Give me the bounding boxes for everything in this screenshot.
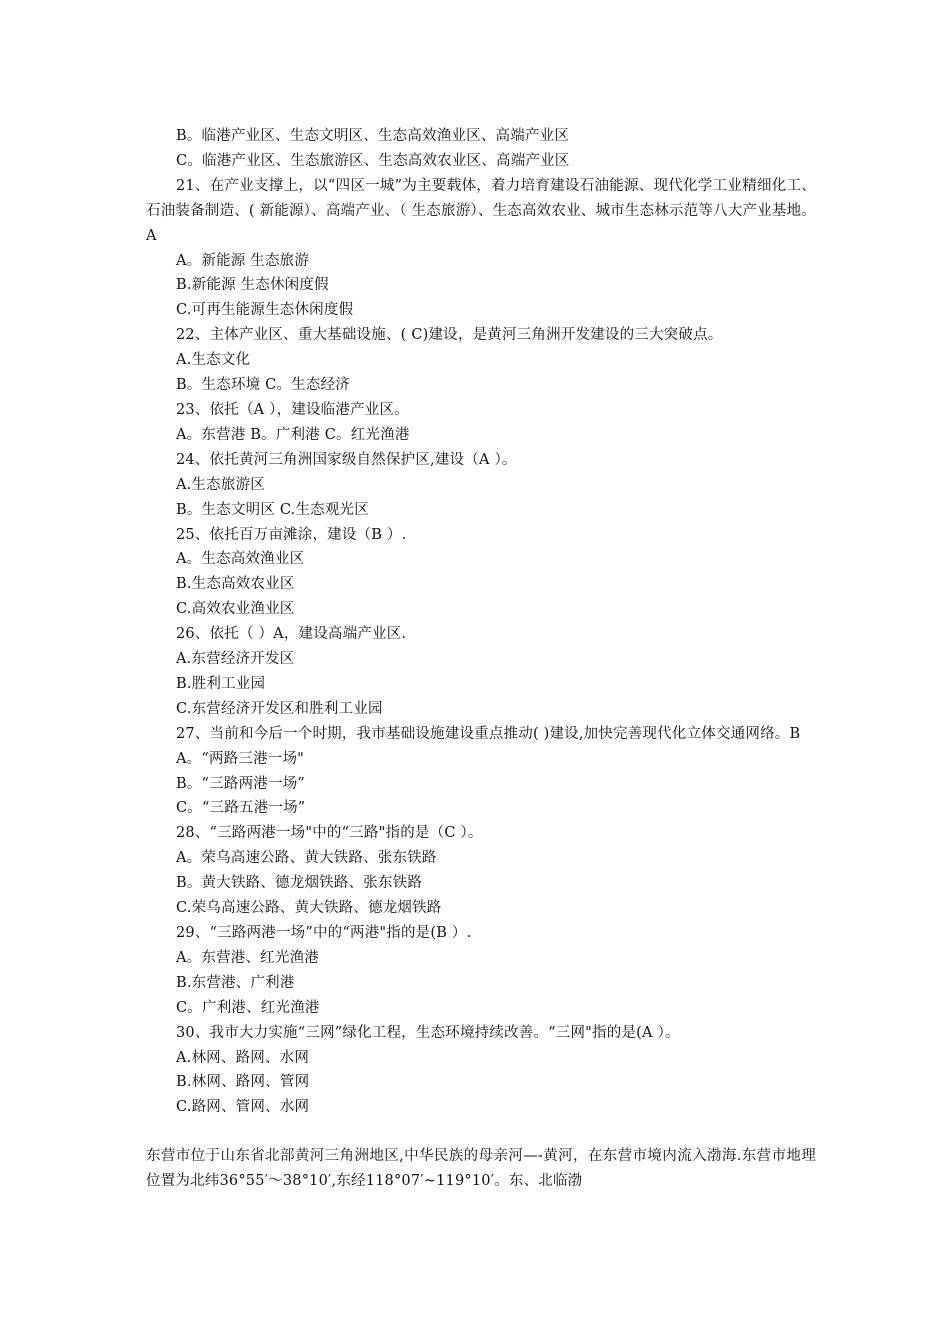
option-line: A.生态文化 <box>176 352 251 369</box>
option-line: A。荣乌高速公路、黄大铁路、张东铁路 <box>176 850 437 867</box>
option-line: B。生态环境 C。生态经济 <box>176 377 350 394</box>
option-line: C。广利港、红光渔港 <box>176 999 320 1016</box>
option-line: A.生态旅游区 <box>176 476 265 493</box>
paragraph-gap <box>146 1120 816 1144</box>
option-line: B。黄大铁路、德龙烟铁路、张东铁路 <box>176 875 423 892</box>
option-line: A。“两路三港一场" <box>176 750 305 767</box>
question-line: 25、依托百万亩滩涂，建设（B ）. <box>176 526 407 543</box>
option-line: C.路网、管网、水网 <box>176 1099 310 1116</box>
option-line: C.东营经济开发区和胜利工业园 <box>176 700 383 717</box>
option-line: B。临港产业区、生态文明区、生态高效渔业区、高端产业区 <box>176 128 570 144</box>
option-line: B。生态文明区 C.生态观光区 <box>176 501 369 518</box>
option-line: A.东营经济开发区 <box>176 651 295 668</box>
question-line: 30、我市大力实施“三网”绿化工程，生态环境持续改善。“三网"指的是(A ）。 <box>176 1024 680 1041</box>
option-line: B.新能源 生态休闲度假 <box>176 277 329 294</box>
question-paragraph: 21、在产业支撑上，以“四区一城”为主要载体，着力培育建设石油能源、现代化学工业精细化工、石油装备制造、( 新能源）、高端产业、（ 生态旅游）、生态高效农业、城市生态林示范等八大产业基地。A <box>146 177 816 244</box>
option-line: A.林网、路网、水网 <box>176 1049 310 1066</box>
question-line: 22、主体产业区、重大基础设施、( C)建设，是黄河三角洲开发建设的三大突破点。 <box>176 327 723 344</box>
question-paragraph: 27、当前和今后一个时期，我市基础设施建设重点推动( )建设,加快完善现代化立体交通网络。B <box>176 725 801 742</box>
option-line: B.胜利工业园 <box>176 675 266 692</box>
question-line: 29、“三路两港一场”中的“两港"指的是(B ）. <box>176 925 472 941</box>
option-line: A。东营港、红光渔港 <box>176 949 319 966</box>
question-line: 24、依托黄河三角洲国家级自然保护区,建设（A ）。 <box>176 451 517 468</box>
option-line: C.高效农业渔业区 <box>176 601 295 618</box>
option-line: B.林网、路网、管网 <box>176 1074 310 1091</box>
option-line: B。“三路两港一场” <box>176 775 305 792</box>
option-line: A。生态高效渔业区 <box>176 551 305 568</box>
document-body <box>146 124 816 1194</box>
intro-paragraph: 东营市位于山东省北部黄河三角洲地区,中华民族的母亲河—-黄河，在东营市境内流入渤海.东营市地理位置为北纬36°55′～38°10′,东经118°07′~119°10′。东、北临渤 <box>146 1148 816 1190</box>
question-line: 23、依托（A ），建设临港产业区。 <box>176 401 409 418</box>
question-line: 26、依托（ ）A，建设高端产业区. <box>176 626 407 643</box>
option-line: A。东营港 B。广利港 C。红光渔港 <box>176 426 410 443</box>
option-line: C。临港产业区、生态旅游区、生态高效农业区、高端产业区 <box>176 152 570 169</box>
option-line: A。新能源 生态旅游 <box>176 252 310 269</box>
document-page <box>146 124 816 1194</box>
option-line: B.东营港、广利港 <box>176 974 295 991</box>
option-line: C.可再生能源生态休闲度假 <box>176 302 354 319</box>
question-line: 28、“三路两港一场"中的“三路"指的是（C ）。 <box>176 825 483 842</box>
option-line: C。“三路五港一场” <box>176 800 306 817</box>
option-line: C.荣乌高速公路、黄大铁路、德龙烟铁路 <box>176 900 442 917</box>
option-line: B.生态高效农业区 <box>176 576 295 593</box>
